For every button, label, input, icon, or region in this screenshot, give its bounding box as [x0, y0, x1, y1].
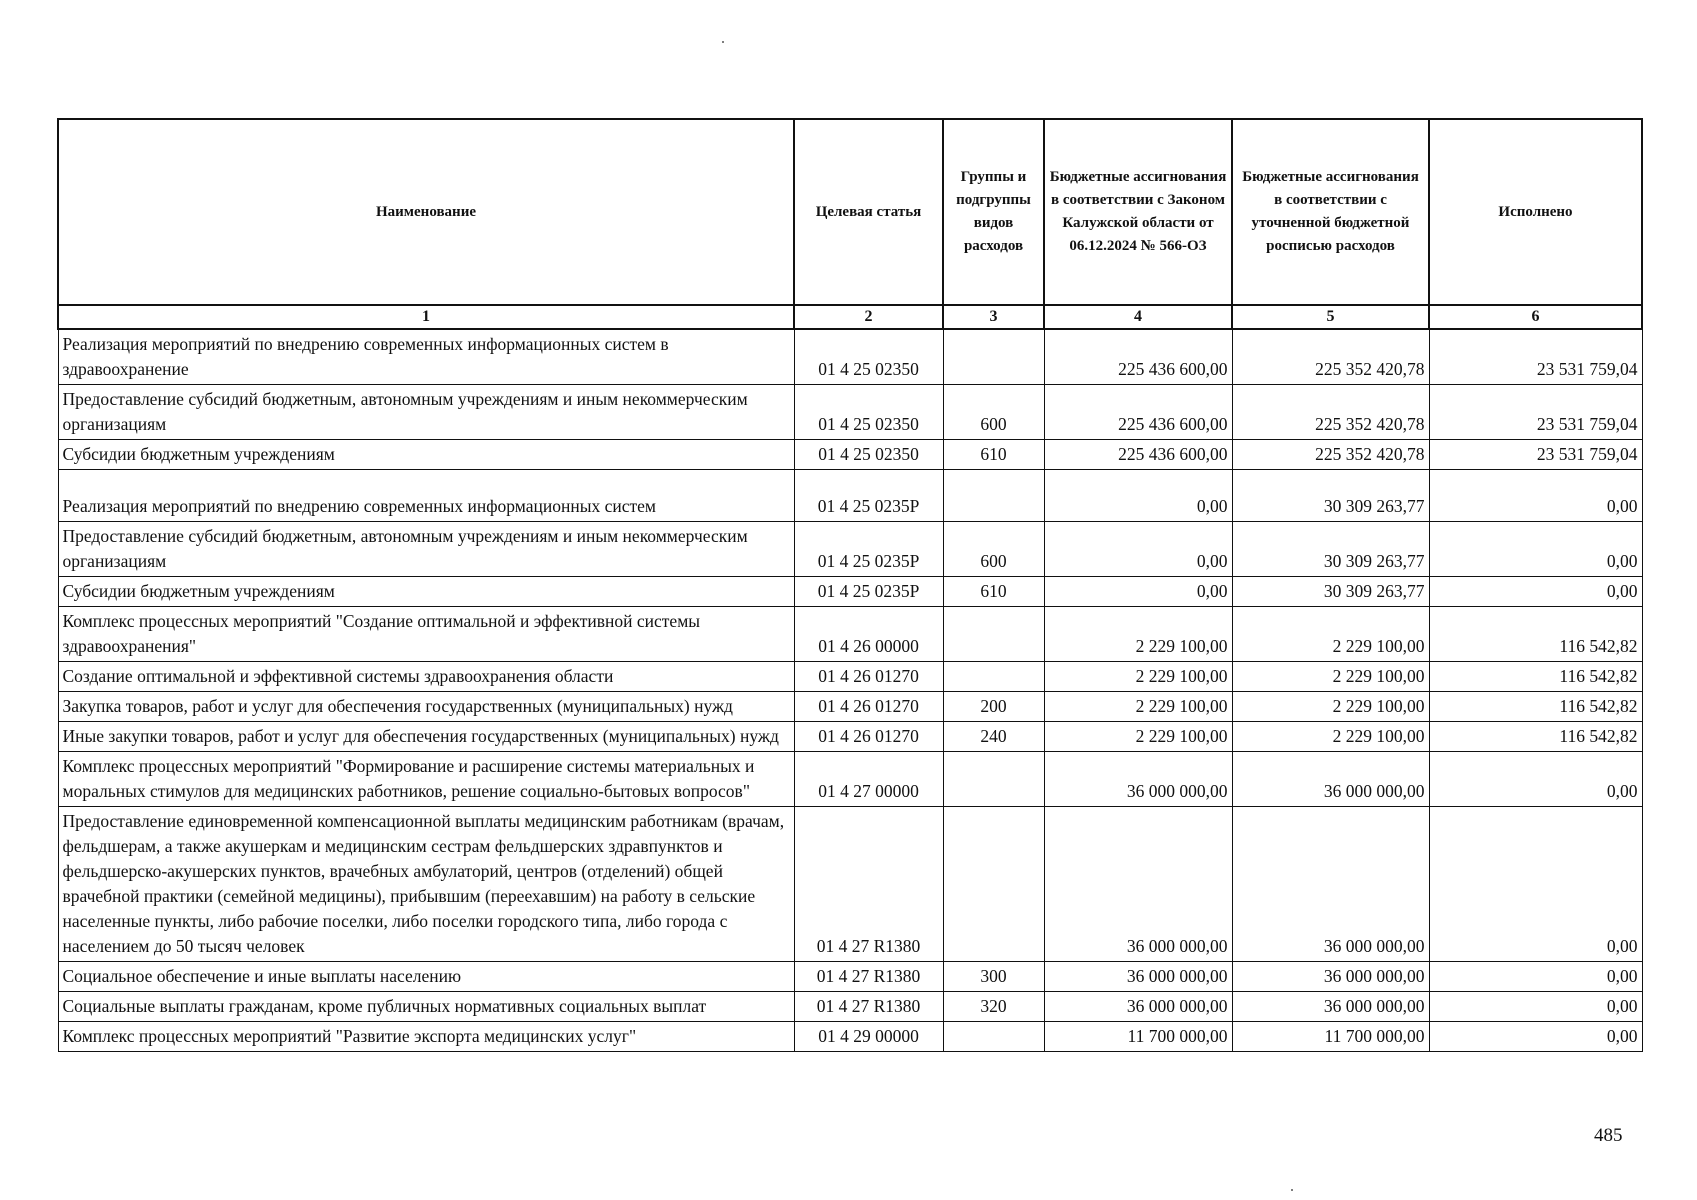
table-row — [58, 662, 1642, 692]
row-law-amount: 2 229 100,00 — [1044, 692, 1232, 722]
table-row — [58, 329, 1642, 385]
column-number: 6 — [1429, 305, 1642, 329]
table-row — [58, 1022, 1642, 1052]
row-expense-group: 610 — [943, 577, 1044, 607]
row-executed-amount: 116 542,82 — [1429, 692, 1642, 722]
row-refined-amount: 30 309 263,77 — [1232, 522, 1429, 577]
row-executed-amount: 0,00 — [1429, 577, 1642, 607]
row-executed-amount: 0,00 — [1429, 470, 1642, 522]
row-law-amount: 225 436 600,00 — [1044, 385, 1232, 440]
row-executed-amount: 23 531 759,04 — [1429, 329, 1642, 385]
column-number: 1 — [58, 305, 794, 329]
row-expense-group: 600 — [943, 522, 1044, 577]
row-name: Комплекс процессных мероприятий "Развитие экспорта медицинских услуг" — [58, 1022, 794, 1052]
row-name: Предоставление единовременной компенсационной выплаты медицинским работникам (врачам, фельдшерам, а также акушеркам и медицинским сестрам фельдшерских здравпунктов и фельдшерско-акушерских пунктов, врачебных амбулаторий, центров (отделений) общей врачебной практики (семейной медицины), прибывшим (переехавшим) на работу в сельские населенные пункты, либо рабочие поселки, либо поселки городского типа, либо города с населением до 50 тысяч человек — [58, 807, 794, 962]
row-expense-group — [943, 752, 1044, 807]
table-row — [58, 470, 1642, 522]
row-executed-amount: 116 542,82 — [1429, 607, 1642, 662]
budget-table — [57, 118, 1643, 1052]
row-refined-amount: 36 000 000,00 — [1232, 807, 1429, 962]
row-refined-amount: 2 229 100,00 — [1232, 692, 1429, 722]
row-target-article: 01 4 25 0235Р — [794, 470, 943, 522]
row-expense-group — [943, 1022, 1044, 1052]
row-refined-amount: 225 352 420,78 — [1232, 440, 1429, 470]
row-target-article: 01 4 26 01270 — [794, 662, 943, 692]
header-refined-allocations: Бюджетные ассигнования в соответствии с уточненной бюджетной росписью расходов — [1232, 119, 1429, 305]
row-target-article: 01 4 27 R1380 — [794, 962, 943, 992]
row-expense-group: 240 — [943, 722, 1044, 752]
row-name: Предоставление субсидий бюджетным, автономным учреждениям и иным некоммерческим организациям — [58, 522, 794, 577]
row-refined-amount: 30 309 263,77 — [1232, 470, 1429, 522]
header-law-allocations: Бюджетные ассигнования в соответствии с Законом Калужской области от 06.12.2024 № 566-ОЗ — [1044, 119, 1232, 305]
row-name: Реализация мероприятий по внедрению современных информационных систем в здравоохранение — [58, 329, 794, 385]
row-expense-group: 300 — [943, 962, 1044, 992]
row-refined-amount: 11 700 000,00 — [1232, 1022, 1429, 1052]
table-row — [58, 807, 1642, 962]
column-number: 2 — [794, 305, 943, 329]
row-name: Предоставление субсидий бюджетным, автономным учреждениям и иным некоммерческим организациям — [58, 385, 794, 440]
row-law-amount: 225 436 600,00 — [1044, 440, 1232, 470]
table-row — [58, 522, 1642, 577]
row-target-article: 01 4 25 0235Р — [794, 577, 943, 607]
row-target-article: 01 4 25 0235Р — [794, 522, 943, 577]
row-expense-group: 610 — [943, 440, 1044, 470]
table-row — [58, 752, 1642, 807]
scan-speck — [722, 41, 724, 43]
row-name: Социальное обеспечение и иные выплаты населению — [58, 962, 794, 992]
table-row — [58, 577, 1642, 607]
table-row — [58, 962, 1642, 992]
row-refined-amount: 225 352 420,78 — [1232, 329, 1429, 385]
header-row — [58, 119, 1642, 305]
column-number: 5 — [1232, 305, 1429, 329]
row-law-amount: 0,00 — [1044, 470, 1232, 522]
page-number: 485 — [1594, 1125, 1623, 1146]
row-expense-group — [943, 807, 1044, 962]
header-target-article: Целевая статья — [794, 119, 943, 305]
row-target-article: 01 4 25 02350 — [794, 385, 943, 440]
row-law-amount: 11 700 000,00 — [1044, 1022, 1232, 1052]
row-name: Создание оптимальной и эффективной системы здравоохранения области — [58, 662, 794, 692]
row-name: Реализация мероприятий по внедрению современных информационных систем — [58, 470, 794, 522]
row-law-amount: 36 000 000,00 — [1044, 752, 1232, 807]
row-expense-group — [943, 662, 1044, 692]
row-expense-group: 600 — [943, 385, 1044, 440]
row-name: Закупка товаров, работ и услуг для обеспечения государственных (муниципальных) нужд — [58, 692, 794, 722]
row-executed-amount: 0,00 — [1429, 992, 1642, 1022]
row-name: Комплекс процессных мероприятий "Создание оптимальной и эффективной системы здравоохранения" — [58, 607, 794, 662]
row-executed-amount: 0,00 — [1429, 752, 1642, 807]
row-target-article: 01 4 29 00000 — [794, 1022, 943, 1052]
header-expense-groups: Группы и подгруппы видов расходов — [943, 119, 1044, 305]
column-number: 4 — [1044, 305, 1232, 329]
row-law-amount: 2 229 100,00 — [1044, 662, 1232, 692]
row-refined-amount: 36 000 000,00 — [1232, 752, 1429, 807]
row-refined-amount: 36 000 000,00 — [1232, 962, 1429, 992]
row-target-article: 01 4 26 00000 — [794, 607, 943, 662]
row-target-article: 01 4 25 02350 — [794, 440, 943, 470]
row-name: Социальные выплаты гражданам, кроме публичных нормативных социальных выплат — [58, 992, 794, 1022]
row-law-amount: 36 000 000,00 — [1044, 962, 1232, 992]
row-law-amount: 36 000 000,00 — [1044, 992, 1232, 1022]
row-target-article: 01 4 27 00000 — [794, 752, 943, 807]
row-law-amount: 2 229 100,00 — [1044, 607, 1232, 662]
row-law-amount: 36 000 000,00 — [1044, 807, 1232, 962]
row-expense-group — [943, 329, 1044, 385]
row-expense-group: 200 — [943, 692, 1044, 722]
row-target-article: 01 4 25 02350 — [794, 329, 943, 385]
row-executed-amount: 23 531 759,04 — [1429, 385, 1642, 440]
column-number: 3 — [943, 305, 1044, 329]
row-refined-amount: 36 000 000,00 — [1232, 992, 1429, 1022]
row-executed-amount: 0,00 — [1429, 522, 1642, 577]
row-expense-group — [943, 470, 1044, 522]
row-refined-amount: 2 229 100,00 — [1232, 662, 1429, 692]
row-target-article: 01 4 26 01270 — [794, 692, 943, 722]
row-name: Комплекс процессных мероприятий "Формирование и расширение системы материальных и моральных стимулов для медицинских работников, решение социально-бытовых вопросов" — [58, 752, 794, 807]
table-row — [58, 440, 1642, 470]
row-expense-group — [943, 607, 1044, 662]
row-refined-amount: 225 352 420,78 — [1232, 385, 1429, 440]
row-law-amount: 0,00 — [1044, 577, 1232, 607]
row-executed-amount: 23 531 759,04 — [1429, 440, 1642, 470]
table-row — [58, 607, 1642, 662]
header-name: Наименование — [58, 119, 794, 305]
table-row — [58, 992, 1642, 1022]
row-law-amount: 0,00 — [1044, 522, 1232, 577]
row-executed-amount: 116 542,82 — [1429, 662, 1642, 692]
row-executed-amount: 0,00 — [1429, 807, 1642, 962]
row-target-article: 01 4 27 R1380 — [794, 992, 943, 1022]
row-executed-amount: 0,00 — [1429, 1022, 1642, 1052]
column-number-row — [58, 305, 1642, 329]
scan-speck — [1291, 1189, 1293, 1191]
row-refined-amount: 30 309 263,77 — [1232, 577, 1429, 607]
row-name: Субсидии бюджетным учреждениям — [58, 440, 794, 470]
row-executed-amount: 0,00 — [1429, 962, 1642, 992]
row-target-article: 01 4 26 01270 — [794, 722, 943, 752]
row-refined-amount: 2 229 100,00 — [1232, 722, 1429, 752]
row-law-amount: 225 436 600,00 — [1044, 329, 1232, 385]
table-row — [58, 385, 1642, 440]
table-row — [58, 692, 1642, 722]
row-name: Субсидии бюджетным учреждениям — [58, 577, 794, 607]
row-executed-amount: 116 542,82 — [1429, 722, 1642, 752]
row-name: Иные закупки товаров, работ и услуг для обеспечения государственных (муниципальных) нужд — [58, 722, 794, 752]
row-target-article: 01 4 27 R1380 — [794, 807, 943, 962]
row-refined-amount: 2 229 100,00 — [1232, 607, 1429, 662]
row-expense-group: 320 — [943, 992, 1044, 1022]
row-law-amount: 2 229 100,00 — [1044, 722, 1232, 752]
table-row — [58, 722, 1642, 752]
header-executed: Исполнено — [1429, 119, 1642, 305]
